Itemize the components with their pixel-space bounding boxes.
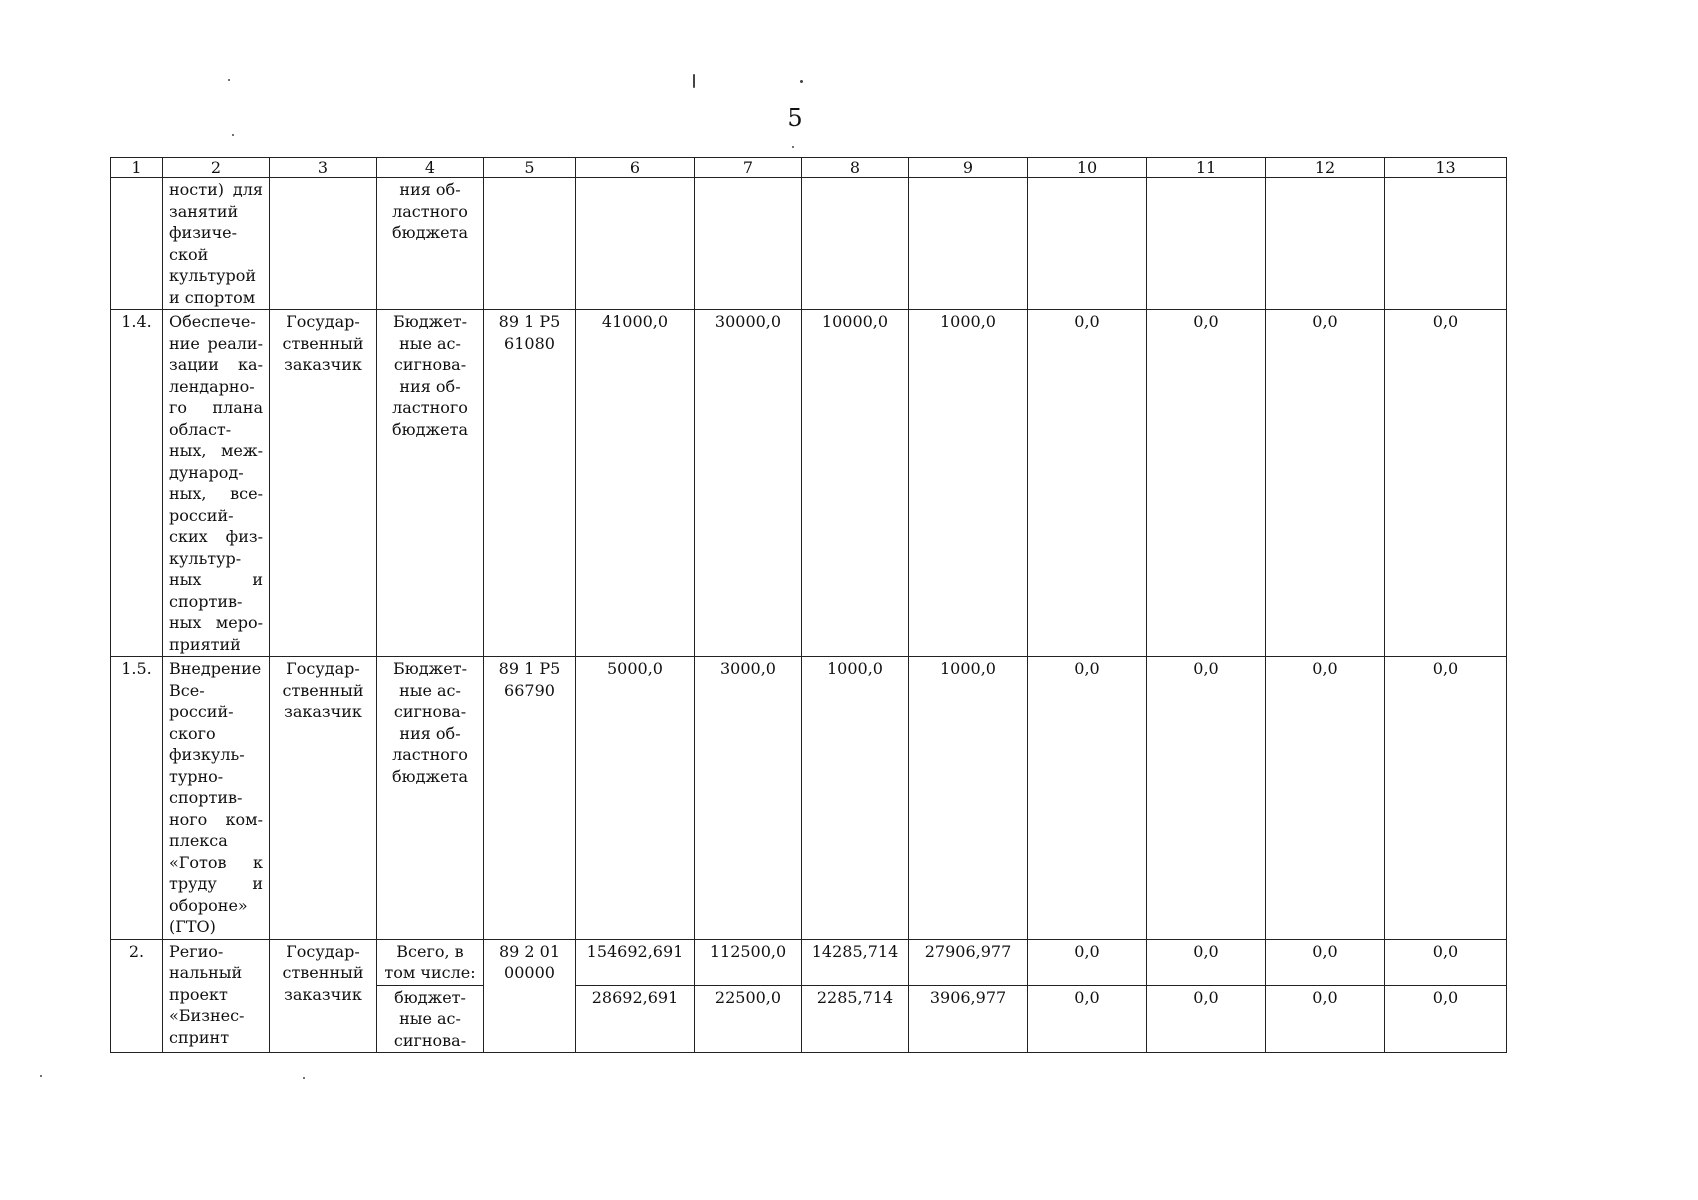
value-cell: 30000,0 <box>695 310 802 657</box>
value-cell: 1000,0 <box>909 310 1028 657</box>
scan-mark <box>792 146 794 148</box>
table-row <box>111 310 1507 657</box>
value-cell: 0,0 <box>1028 939 1147 985</box>
value-cell: 0,0 <box>1147 310 1266 657</box>
value-cell: 22500,0 <box>695 985 802 1053</box>
value-cell: 3000,0 <box>695 657 802 940</box>
column-header: 8 <box>802 158 909 178</box>
value-cell: 0,0 <box>1385 939 1507 985</box>
value-cell: 154692,691 <box>576 939 695 985</box>
funding-source: Бюджетные ассигнования областного бюджета <box>377 657 484 940</box>
value-cell: 0,0 <box>1266 939 1385 985</box>
budget-table <box>110 157 1507 1053</box>
value-cell <box>576 178 695 310</box>
budget-code: 89 1 P5 61080 <box>484 310 576 657</box>
value-cell: 14285,714 <box>802 939 909 985</box>
executor: Государственный заказчик <box>270 310 377 657</box>
value-cell: 112500,0 <box>695 939 802 985</box>
value-cell <box>1028 178 1147 310</box>
executor: Государственный заказчик <box>270 939 377 1053</box>
value-cell: 0,0 <box>1266 657 1385 940</box>
value-cell: 0,0 <box>1385 985 1507 1053</box>
column-header: 4 <box>377 158 484 178</box>
value-cell <box>909 178 1028 310</box>
value-cell: 0,0 <box>1385 657 1507 940</box>
measure-name: Обеспечение реализации календарного плана областных, международных, всероссийских физкультурных и спортивных мероприятий <box>163 310 270 657</box>
funding-source: бюджетные ассигнова- <box>377 985 484 1053</box>
funding-source: Бюджетные ассигнования областного бюджета <box>377 310 484 657</box>
budget-code: 89 2 01 00000 <box>484 939 576 1053</box>
value-cell: 2285,714 <box>802 985 909 1053</box>
scan-mark <box>800 80 803 83</box>
column-header: 6 <box>576 158 695 178</box>
budget-code: 89 1 P5 66790 <box>484 657 576 940</box>
value-cell: 10000,0 <box>802 310 909 657</box>
value-cell: 1000,0 <box>909 657 1028 940</box>
value-cell: 3906,977 <box>909 985 1028 1053</box>
measure-name: Региональный проект «Бизнес-спринт <box>163 939 270 1053</box>
value-cell: 1000,0 <box>802 657 909 940</box>
row-number: 1.4. <box>111 310 163 657</box>
column-header: 10 <box>1028 158 1147 178</box>
value-cell: 0,0 <box>1028 657 1147 940</box>
value-cell: 0,0 <box>1028 985 1147 1053</box>
row-number: 1.5. <box>111 657 163 940</box>
value-cell <box>1147 178 1266 310</box>
column-header: 1 <box>111 158 163 178</box>
value-cell: 0,0 <box>1385 310 1507 657</box>
column-header: 5 <box>484 158 576 178</box>
value-cell <box>695 178 802 310</box>
value-cell: 0,0 <box>1147 939 1266 985</box>
budget-code <box>484 178 576 310</box>
row-number: 2. <box>111 939 163 1053</box>
value-cell <box>1266 178 1385 310</box>
column-header: 3 <box>270 158 377 178</box>
measure-name: ности) для занятий физической культурой и спортом <box>163 178 270 310</box>
value-cell: 0,0 <box>1147 657 1266 940</box>
value-cell: 41000,0 <box>576 310 695 657</box>
value-cell: 0,0 <box>1266 985 1385 1053</box>
table-row <box>111 939 1507 985</box>
column-header: 9 <box>909 158 1028 178</box>
measure-name: Внедрение Всероссийского физкультурно-спортивного комплекса «Готов к труду и обороне» (ГТО) <box>163 657 270 940</box>
scan-mark <box>303 1077 305 1079</box>
table-row <box>111 657 1507 940</box>
scan-mark <box>228 79 230 81</box>
executor: Государственный заказчик <box>270 657 377 940</box>
funding-source: ния областного бюджета <box>377 178 484 310</box>
scan-mark <box>693 74 695 88</box>
executor <box>270 178 377 310</box>
column-header: 7 <box>695 158 802 178</box>
column-header: 12 <box>1266 158 1385 178</box>
table-row <box>111 178 1507 310</box>
value-cell: 0,0 <box>1028 310 1147 657</box>
column-number-row <box>111 158 1507 178</box>
column-header: 13 <box>1385 158 1507 178</box>
column-header: 2 <box>163 158 270 178</box>
scan-mark <box>40 1075 42 1077</box>
value-cell <box>802 178 909 310</box>
value-cell: 28692,691 <box>576 985 695 1053</box>
value-cell: 0,0 <box>1147 985 1266 1053</box>
scan-mark <box>232 134 234 136</box>
page-number: 5 <box>787 104 803 132</box>
value-cell <box>1385 178 1507 310</box>
value-cell: 5000,0 <box>576 657 695 940</box>
row-number <box>111 178 163 310</box>
column-header: 11 <box>1147 158 1266 178</box>
value-cell: 0,0 <box>1266 310 1385 657</box>
funding-source: Всего, в том числе: <box>377 939 484 985</box>
value-cell: 27906,977 <box>909 939 1028 985</box>
